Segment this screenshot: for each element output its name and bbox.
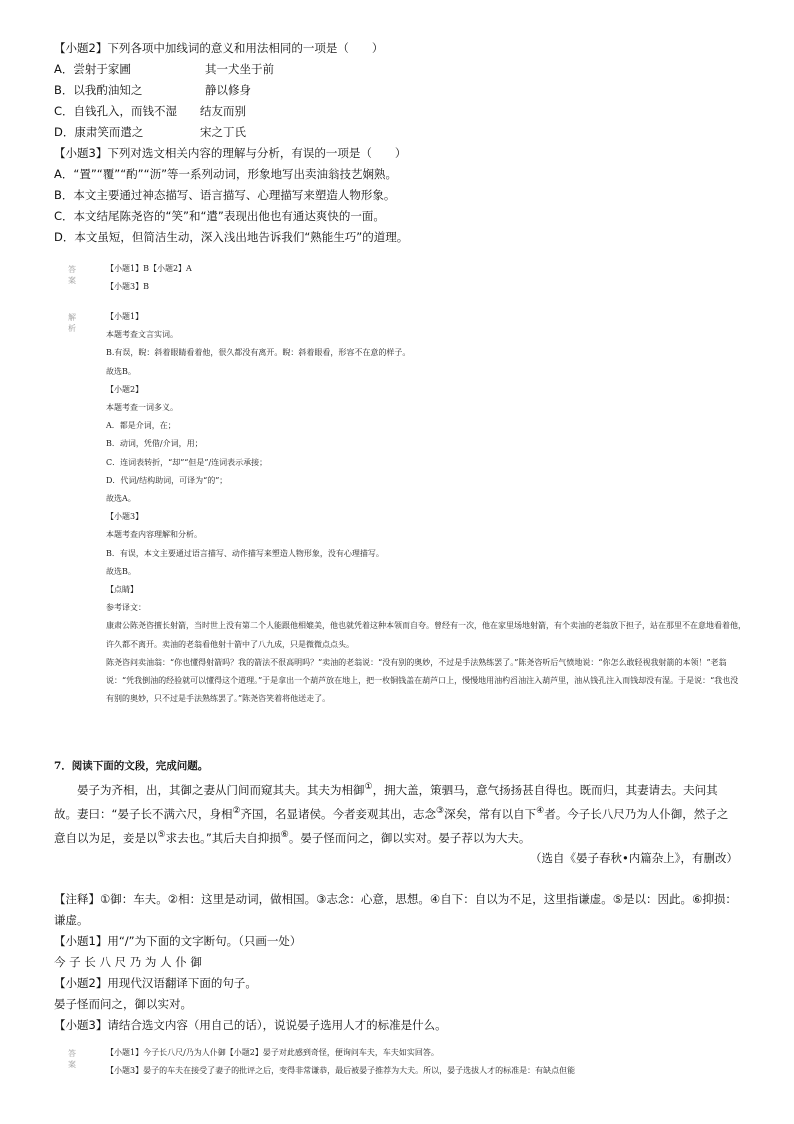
question-2-stem: 【小题2】下列各项中加线词的意义和用法相同的一项是（ ） <box>54 41 384 55</box>
explanation-line: 故选B。 <box>106 366 136 376</box>
subquestion-2: 【小题2】用现代汉语翻译下面的句子。 <box>54 976 257 991</box>
subquestion-1: 【小题1】用“/”为下面的文字断句。（只画一处） <box>54 934 302 949</box>
answer-line: 【小题1】今子长八尺/乃为人仆御【小题2】晏子对此感到奇怪，便询问车夫，车夫如实回答。 <box>106 1048 439 1057</box>
explanation-line: 故选B。 <box>106 566 136 576</box>
option-b-left: B．以我酌油知之 <box>54 83 143 97</box>
explanation-line: B．有误，本文主要通过语言描写、动作描写来塑造人物形象，没有心理描写。 <box>106 548 384 558</box>
subquestion-3: 【小题3】请结合选文内容（用自己的话），说说晏子选用人才的标准是什么。 <box>54 1018 447 1033</box>
question-2-option-c <box>54 101 383 122</box>
footnote-marker: ⑤ <box>157 829 166 840</box>
footnote-marker: ① <box>364 782 373 792</box>
spacer <box>54 869 738 889</box>
explanation-line: D．代词/结构助词，可译为“的”； <box>106 475 228 485</box>
answer-line: 【小题3】晏子的车夫在接受了妻子的批评之后，变得非常谦恭，最后被晏子推荐为大夫。所以，晏子选拔人才的标准是：有缺点但能 <box>106 1066 576 1076</box>
subquestion-2-text: 晏子怪而问之，御以实对。 <box>54 997 192 1012</box>
option-a-left: A．尝射于家圃 <box>54 62 131 76</box>
option-a-right: 其一犬坐于前 <box>205 62 274 76</box>
explanation-line: 【点睛】 <box>106 585 138 595</box>
passage-text: 求去也。”其后夫自抑损 <box>165 830 281 845</box>
question-3-option-b: B．本文主要通过神态描写、语言描写、心理描写来塑造人物形象。 <box>54 188 396 202</box>
question-7 <box>54 756 738 1036</box>
footnote-marker: ⑥ <box>280 829 289 840</box>
answer-label: 答案 <box>68 265 79 285</box>
explanation-line: 本题考查一词多义。 <box>106 403 178 413</box>
answer-label: 答案 <box>68 1049 79 1069</box>
question-3-option-d: D．本文虽短，但简洁生动，深入浅出地告诉我们“熟能生巧”的道理。 <box>54 230 409 244</box>
option-d-right: 宋之丁氏 <box>200 125 246 139</box>
question-2-option-a <box>54 59 383 80</box>
explanation-line: A．都是介词，在； <box>106 421 176 431</box>
passage-text: 。晏子怪而问之，御以实对。晏子荐以为大夫。 <box>288 830 531 845</box>
question-3-option-a: A．“置”“覆”“酌”“沥”等一系列动词，形象地写出卖油翁技艺娴熟。 <box>54 167 398 181</box>
explanation-line: 【小题2】 <box>106 384 144 394</box>
question-2-option-d <box>54 122 383 143</box>
option-c-left: C．自钱孔入，而钱不湿 <box>54 104 178 118</box>
option-c-right: 结友而别 <box>200 104 246 118</box>
annotation-note: 【注释】①御：车夫。②相：这里是动词，做相国。③志念：心意，思想。④自下：自以为不足，这里指谦虚。⑤是以：因此。⑥抑损：谦虚。 <box>54 892 737 928</box>
subquestion-1-text: 今 子 长 八 尺 乃 为 人 仆 御 <box>54 955 202 970</box>
explanation-line: 【小题3】 <box>106 512 144 522</box>
explanation-line: C．连词表转折，“却”“但是”/连词表示承接； <box>106 457 268 467</box>
explanation-lines <box>106 308 746 708</box>
footnote-marker: ④ <box>536 805 545 816</box>
passage-text: 深矣，常有以自下 <box>444 806 537 821</box>
answer-lines <box>106 260 746 296</box>
question-2 <box>54 38 383 143</box>
explanation-label: 解析 <box>68 313 79 333</box>
question-3 <box>54 143 408 248</box>
question-2-option-b <box>54 80 383 101</box>
answer-lines <box>106 1044 746 1080</box>
passage-text: 者。今子长八尺乃为人仆御，然子之意自以为足，妾是以 <box>54 806 729 845</box>
passage-text: 齐国，名显诸侯。今者妾观其出，志念 <box>240 806 437 821</box>
answer-line: 【小题1】B【小题2】A <box>106 264 192 273</box>
question-7-heading: 7．阅读下面的文段，完成问题。 <box>54 760 209 772</box>
option-b-right: 静以修身 <box>205 83 251 97</box>
option-d-left: D．康肃笑而遣之 <box>54 125 144 139</box>
explanation-line: 故选A。 <box>106 494 136 504</box>
explanation-line: B．动词，凭借/介词，用； <box>106 439 203 449</box>
explanation-line: 本题考查内容理解和分析。 <box>106 530 202 540</box>
question-3-stem: 【小题3】下列对选文相关内容的理解与分析，有误的一项是（ ） <box>54 146 407 160</box>
explanation-line: B.有误，睨：斜着眼睛看着他，很久都没有离开。睨：斜着眼看，形容不在意的样子。 <box>106 348 411 358</box>
translation-paragraph: 陈尧咨问卖油翁：“你也懂得射箭吗？我的箭法不很高明吗？”卖油的老翁说：“没有别的奥妙，不过是手法熟练罢了。”陈尧咨听后气愤地说：“你怎么敢轻视我射箭的本领！”老翁说：“凭我倒油的经验就可以懂得这个道理。”于是拿出一个葫芦放在地上，把一枚铜钱盖在葫芦口上，慢慢地用油杓舀油注入葫芦里，油从钱孔注入而钱却没有湿。于是说：“我也没有别的奥妙，只不过是手法熟练罢了。”陈尧咨笑着将他送走了。 <box>106 657 739 704</box>
question-7-passage <box>54 777 738 848</box>
translation-paragraph: 康肃公陈尧咨擅长射箭，当时世上没有第二个人能跟他相媲美，他也就凭着这种本领而自夸。曾经有一次，他在家里场地射箭，有个卖油的老翁放下担子，站在那里不在意地看着他，许久都不离开。卖油的老翁看他射十箭中了八九成，只是微微点点头。 <box>106 621 746 649</box>
question-3-option-c: C．本文结尾陈尧咨的“笑”和“遣”表现出他也有通达爽快的一面。 <box>54 209 385 223</box>
passage-text: ，拥大盖，策驷马，意气扬扬甚自得也。既而归，其妻请去。夫问其故。妻曰：“晏子长不满六尺，身相 <box>54 782 718 821</box>
footnote-marker: ② <box>232 805 241 816</box>
explanation-line: 参考译文： <box>106 603 146 613</box>
explanation-line: 本题考查文言实词。 <box>106 330 178 340</box>
passage-source: （选自《晏子春秋•内篇杂上》，有删改） <box>529 851 738 866</box>
footnote-marker: ③ <box>436 805 445 816</box>
passage-text: 晏子为齐相，出，其御之妻从门间而窥其夫。其夫为相御 <box>77 782 365 797</box>
explanation-line: 【小题1】 <box>106 312 144 321</box>
answer-line: 【小题3】B <box>106 282 149 292</box>
